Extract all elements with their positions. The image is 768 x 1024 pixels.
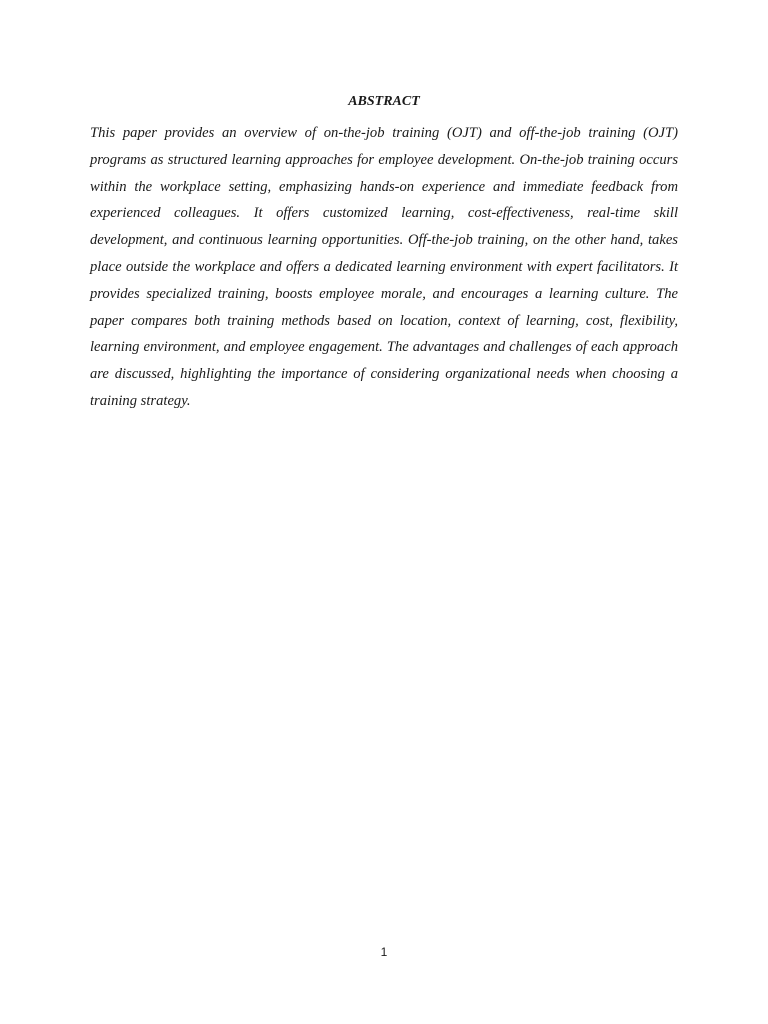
abstract-paragraph: This paper provides an overview of on-the-job training (OJT) and off-the-job training (OJT) programs as structured learning approaches for employee development. On-the-job training occurs within the workplace setting, emphasizing hands-on experience and immediate feedback from experienced colleagues. It offers customized learning, cost-effectiveness, real-time skill development, and continuous learning opportunities. Off-the-job training, on the other hand, takes place outside the workplace and offers a dedicated learning environment with expert facilitators. It provides specialized training, boosts employee morale, and encourages a learning culture. The paper compares both training methods based on location, context of learning, cost, flexibility, learning environment, and employee engagement. The advantages and challenges of each approach are discussed, highlighting the importance of considering organizational needs when choosing a training strategy. [90, 125, 678, 409]
abstract-heading: ABSTRACT [348, 94, 420, 109]
page-number: 1 [380, 945, 388, 959]
